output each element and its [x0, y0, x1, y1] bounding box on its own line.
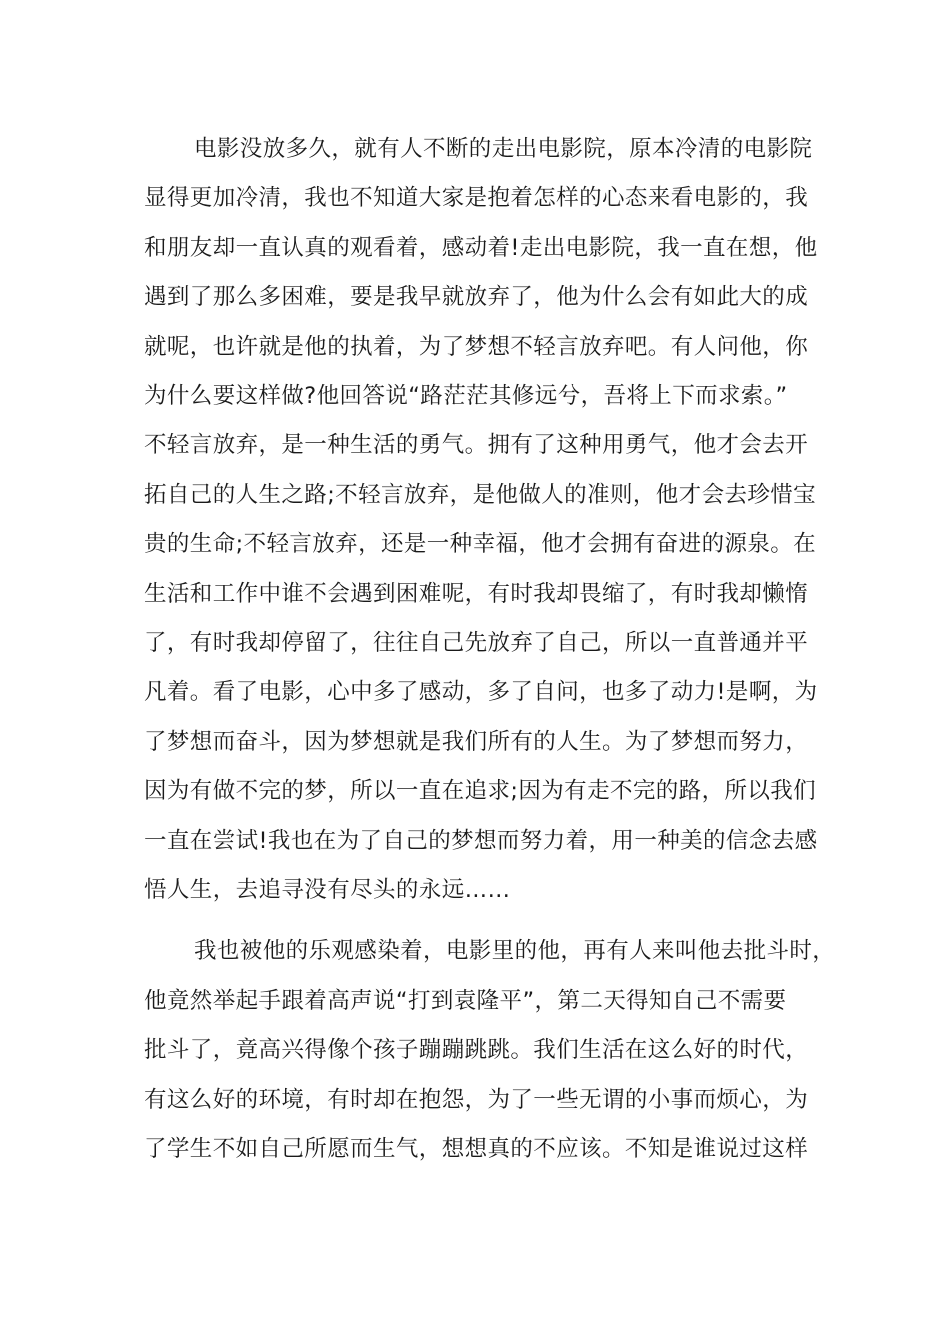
- paragraph-line: 一直在尝试!我也在为了自己的梦想而努力着，用一种美的信念去感: [144, 827, 818, 854]
- paragraph-line: 拓自己的人生之路;不轻言放弃，是他做人的准则，他才会去珍惜宝: [144, 481, 817, 508]
- paragraph-line: 显得更加冷清，我也不知道大家是抱着怎样的心态来看电影的，我: [144, 185, 809, 212]
- paragraph-line: 批斗了，竟高兴得像个孩子蹦蹦跳跳。我们生活在这么好的时代，: [144, 1037, 809, 1064]
- paragraph-line: 和朋友却一直认真的观看着，感动着!走出电影院，我一直在想，他: [144, 234, 818, 261]
- paragraph-line: 悟人生，去追寻没有尽头的永远……: [144, 877, 511, 903]
- paragraph-line: 就呢，也许就是他的执着，为了梦想不轻言放弃吧。有人问他，你: [144, 333, 809, 360]
- paragraph-line: 了，有时我却停留了，往往自己先放弃了自己，所以一直普通并平: [144, 630, 809, 656]
- paragraph-line: 为什么要这样做?他回答说“路茫茫其修远兮，吾将上下而求索。”: [144, 383, 788, 409]
- paragraph-line: 生活和工作中谁不会遇到困难呢，有时我却畏缩了，有时我却懒惰: [144, 580, 809, 607]
- paragraph-line: 了学生不如自己所愿而生气，想想真的不应该。不知是谁说过这样: [144, 1136, 809, 1162]
- paragraph-line: 他竟然举起手跟着高声说“打到袁隆平”，第二天得知自己不需要: [144, 987, 787, 1014]
- paragraph-line: 凡着。看了电影，心中多了感动，多了自问，也多了动力!是啊，为: [144, 679, 818, 706]
- paragraph-line: 因为有做不完的梦，所以一直在追求;因为有走不完的路，所以我们: [144, 778, 817, 805]
- paragraph-line: 了梦想而奋斗，因为梦想就是我们所有的人生。为了梦想而努力，: [144, 728, 809, 755]
- paragraph-line: 遇到了那么多困难，要是我早就放弃了，他为什么会有如此大的成: [144, 284, 809, 311]
- paragraph-line: 有这么好的环境，有时却在抱怨，为了一些无谓的小事而烦心，为: [144, 1086, 809, 1113]
- paragraph-line: 贵的生命;不轻言放弃，还是一种幸福，他才会拥有奋进的源泉。在: [144, 531, 817, 558]
- paragraph-line: 电影没放多久，就有人不断的走出电影院，原本冷清的电影院: [194, 136, 813, 162]
- paragraph-line: 不轻言放弃，是一种生活的勇气。拥有了这种用勇气，他才会去开: [144, 432, 809, 459]
- paragraph-line: 我也被他的乐观感染着，电影里的他，再有人来叫他去批斗时，: [194, 938, 836, 965]
